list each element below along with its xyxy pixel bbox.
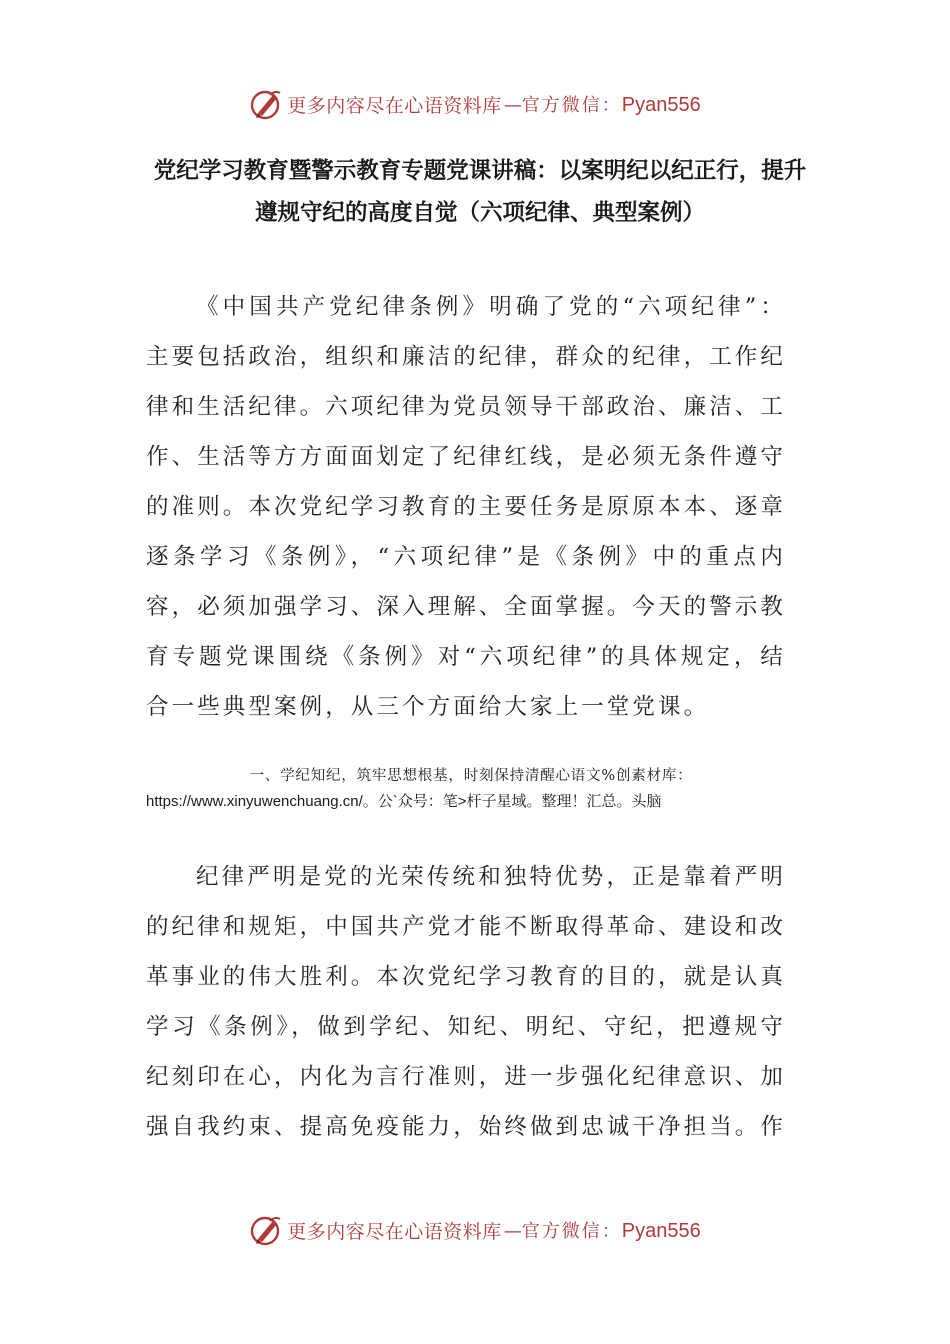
document-title: 党纪学习教育暨警示教育专题党课讲稿：以案明纪以纪正行，提升遵规守纪的高度自觉（六项纪律、典型案例） (153, 158, 807, 226)
intro-paragraph: 《中国共产党纪律条例》明确了党的“六项纪律”：主要包括政治，组织和廉洁的纪律，群众的纪律，工作纪律和生活纪律。六项纪律为党员领导干部政治、廉洁、工作、生活等方方面面划定了纪律红线，是必须无条件遵守的准则。本次党纪学习教育的主要任务是原原本本、逐章逐条学习《条例》，“六项纪律”是《条例》中的重点内容，必须加强学习、深入理解、全面掌握。今天的警示教育专题党课围绕《条例》对“六项纪律”的具体规定，结合一些典型案例，从三个方面给大家上一堂党课。 (146, 294, 787, 720)
footer-banner (0, 1210, 950, 1250)
header-contact (504, 91, 701, 117)
body-paragraph: 纪律严明是党的光荣传统和独特优势，正是靠着严明的纪律和规矩，中国共产党才能不断取得革命、建设和改革事业的伟大胜利。本次党纪学习教育的目的，就是认真学习《条例》，做到学纪、知纪、明纪、守纪，把遵规守纪刻印在心，内化为言行准则，进一步强化纪律意识、加强自我约束、提高免疫能力，始终做到忠诚干净担当。作 (146, 864, 787, 1140)
header-brand-text: 更多内容尽在心语资料库 (287, 94, 502, 117)
section-heading-line-2: https://www.xinyuwenchuang.cn/。公`众号：笔>杆子星域。整理！汇总。头脑 (146, 793, 662, 810)
section-heading-line-1: 一、学纪知纪，筑牢思想根基，时刻保持清醒心语文%创素材库： (249, 768, 693, 784)
footer-separator: — (503, 1221, 522, 1242)
pen-logo-icon (249, 87, 283, 121)
header-banner (0, 84, 950, 124)
pen-logo-icon (249, 1213, 283, 1247)
footer-contact (504, 1217, 701, 1243)
header-separator: — (503, 95, 522, 116)
footer-brand-text: 更多内容尽在心语资料库 (287, 1220, 502, 1243)
header-contact-handle: Pyan556 (621, 94, 701, 116)
footer-contact-label: 官方微信： (521, 1221, 622, 1242)
footer-contact-handle: Pyan556 (621, 1220, 701, 1242)
header-contact-label: 官方微信： (521, 95, 622, 116)
